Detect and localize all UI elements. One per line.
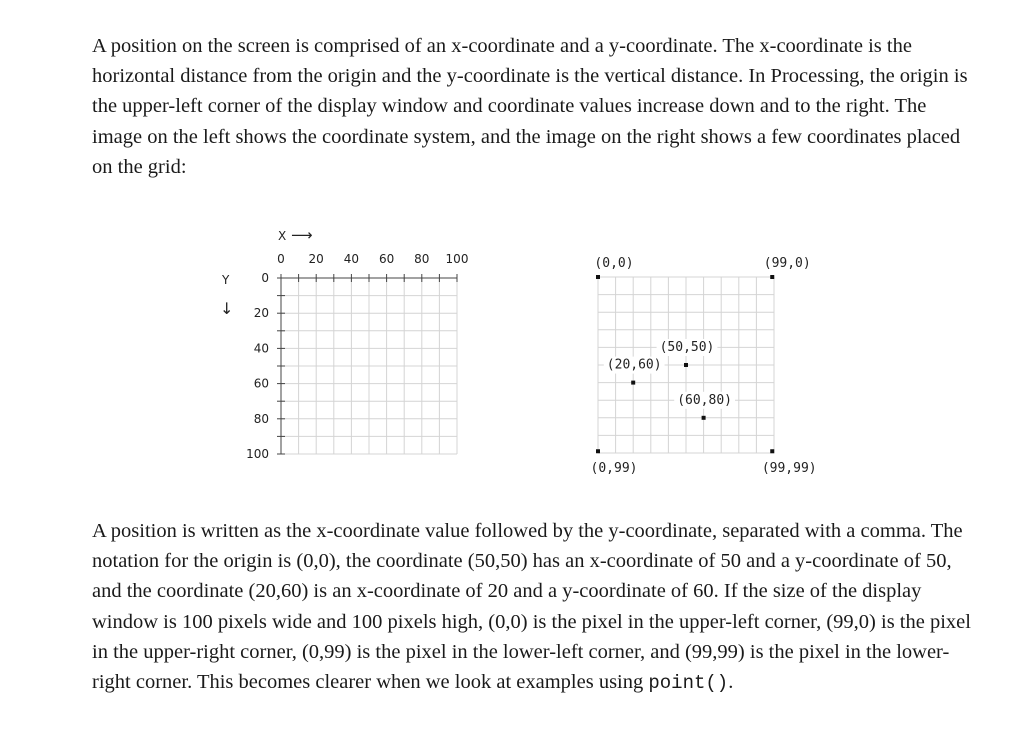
x-tick-label: 0 [277, 252, 285, 266]
point-marker [631, 381, 635, 385]
y-tick-label: 60 [253, 376, 269, 391]
coordinate-points-figure [591, 256, 817, 476]
x-tick-label: 60 [378, 252, 395, 266]
left-grid [281, 278, 457, 454]
y-tick-label: 40 [253, 341, 269, 356]
point-function-code: point() [648, 672, 729, 695]
point-marker [684, 363, 688, 367]
x-arrow-icon: ⟶ [291, 226, 313, 244]
point-label: (0,99) [590, 461, 638, 477]
x-tick-label: 20 [308, 252, 324, 266]
point-label: (99,0) [763, 256, 811, 271]
explanation-paragraph [92, 516, 972, 698]
point-label: (60,80) [677, 392, 732, 408]
y-tick-label: 80 [253, 411, 269, 426]
y-tick-label: 100 [246, 447, 269, 461]
x-tick-label: 80 [414, 252, 430, 266]
point-label: (0,0) [594, 256, 634, 271]
y-tick-labels [246, 271, 269, 461]
point-marker [770, 449, 774, 453]
point-marker [596, 449, 600, 453]
y-arrow-icon: ↓ [220, 299, 234, 318]
intro-paragraph: A position on the screen is comprised of an x-coordinate and a y-coordinate. The x-coordinate is the horizontal distance from the origin and the y-coordinate is the vertical distance. In Processing, the origin is the upper-left corner of the display window and coordinate values increase down and to the right. The image on the left shows the coordinate system, and the image on the right shows a few coordinates placed on the grid: [92, 35, 968, 178]
explanation-end: . [728, 671, 734, 694]
x-tick-label: 100 [445, 252, 469, 266]
y-tick-label: 20 [253, 306, 269, 321]
left-axes [277, 274, 457, 454]
point-marker [596, 275, 600, 279]
explanation-text: A position is written as the x-coordinate value followed by the y-coordinate, separated with a comma. The notation for the origin is (0,0), the coordinate (50,50) has an x-coordinate of 50 and a y-coordinate of 50, and the coordinate (20,60) is an x-coordinate of 20 and a y-coordinate of 60. If the size of the display window is 100 pixels wide and 100 pixels high, (0,0) is the pixel in the upper-left corner, (99,0) is the pixel in the upper-right corner, (0,99) is the pixel in the lower-left corner, and (99,99) is the pixel in the lower-right corner. This becomes clearer when we look at examples using [92, 520, 971, 694]
x-tick-labels [277, 252, 468, 266]
point-marker [770, 275, 774, 279]
x-axis-label: X [278, 229, 287, 243]
point-label: (99,99) [761, 461, 817, 477]
coordinate-system-figure [220, 226, 468, 461]
point-marker [702, 416, 706, 420]
point-label: (20,60) [606, 357, 662, 373]
point-label: (50,50) [659, 340, 715, 355]
y-tick-label: 0 [261, 271, 269, 285]
x-tick-label: 40 [343, 252, 360, 266]
y-axis-label: Y [222, 273, 230, 287]
